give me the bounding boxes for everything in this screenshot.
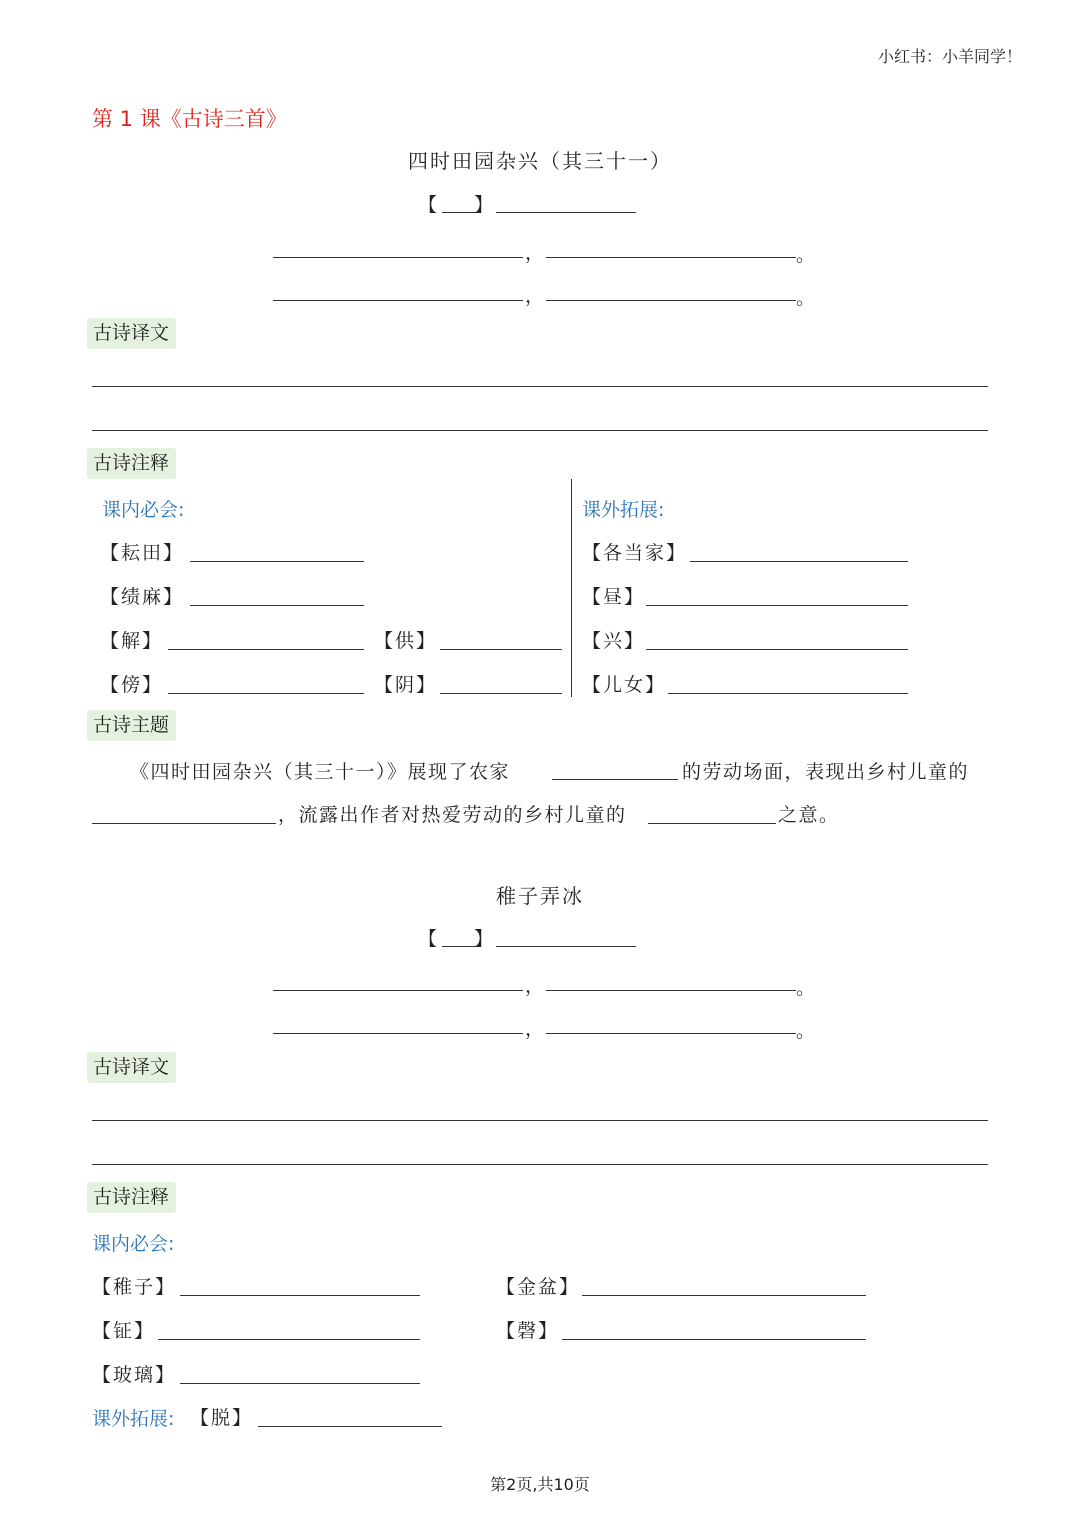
theme-text-part4: 之意。 bbox=[778, 804, 840, 826]
poem1-line2-blank-b[interactable] bbox=[546, 300, 796, 301]
theme-blank-3[interactable] bbox=[648, 823, 776, 824]
translation2-line[interactable] bbox=[92, 1120, 988, 1121]
theme-text-part3: ，流露出作者对热爱劳动的乡村儿童的 bbox=[278, 804, 627, 826]
note-blank[interactable] bbox=[258, 1426, 442, 1427]
note-blank[interactable] bbox=[690, 561, 908, 562]
note-blank[interactable] bbox=[190, 605, 364, 606]
lesson-title: 第 1 课《古诗三首》 bbox=[92, 107, 287, 131]
poem2-dynasty-blank[interactable] bbox=[442, 946, 476, 947]
note-term: 【解】 bbox=[100, 630, 164, 652]
poem2-author-bracket-open: 【 bbox=[418, 928, 440, 950]
poem1-line1-blank-a[interactable] bbox=[273, 257, 523, 258]
translation1-line[interactable] bbox=[92, 386, 988, 387]
note-blank[interactable] bbox=[440, 693, 562, 694]
theme-blank-2[interactable] bbox=[92, 823, 276, 824]
note-term: 【绩麻】 bbox=[100, 586, 185, 608]
section-notes-tag: 古诗注释 bbox=[87, 1182, 176, 1213]
note-blank[interactable] bbox=[158, 1339, 420, 1340]
poem1-author-bracket-open: 【 bbox=[418, 194, 440, 216]
note-blank[interactable] bbox=[180, 1383, 420, 1384]
note-blank[interactable] bbox=[190, 561, 364, 562]
note-blank[interactable] bbox=[646, 649, 908, 650]
poem2-author-blank[interactable] bbox=[496, 946, 636, 947]
note-term: 【金盆】 bbox=[496, 1276, 581, 1298]
poem2-line1-blank-b[interactable] bbox=[546, 990, 796, 991]
note-blank[interactable] bbox=[562, 1339, 866, 1340]
period: 。 bbox=[796, 287, 816, 309]
note-term: 【阴】 bbox=[374, 674, 438, 696]
poem1-line1-blank-b[interactable] bbox=[546, 257, 796, 258]
poem1-author-blank[interactable] bbox=[496, 212, 636, 213]
poem1-author-bracket-close: 】 bbox=[474, 194, 496, 216]
poem2-title: 稚子弄冰 bbox=[496, 884, 584, 908]
poem2-line2-blank-a[interactable] bbox=[273, 1033, 523, 1034]
note-term: 【磬】 bbox=[496, 1320, 560, 1342]
theme-text-part1: 《四时田园杂兴（其三十一）》展现了农家 bbox=[130, 761, 511, 783]
period: 。 bbox=[796, 244, 816, 266]
notes-divider bbox=[571, 479, 572, 697]
note-term: 【傍】 bbox=[100, 674, 164, 696]
comma: ， bbox=[525, 242, 545, 264]
note-term: 【各当家】 bbox=[582, 542, 688, 564]
extended-label: 课外拓展: bbox=[92, 1408, 175, 1430]
theme-text-part2: 的劳动场面，表现出乡村儿童的 bbox=[682, 761, 970, 783]
translation2-line[interactable] bbox=[92, 1164, 988, 1165]
poem2-line1-blank-a[interactable] bbox=[273, 990, 523, 991]
poem2-line2-blank-b[interactable] bbox=[546, 1033, 796, 1034]
required-label: 课内必会: bbox=[92, 1233, 175, 1255]
required-label: 课内必会: bbox=[102, 499, 185, 521]
period: 。 bbox=[796, 977, 816, 999]
poem1-title: 四时田园杂兴（其三十一） bbox=[408, 149, 672, 173]
source-label: 小红书：小羊同学！ bbox=[877, 47, 1022, 66]
page-number: 第2页,共10页 bbox=[490, 1475, 590, 1494]
note-term: 【稚子】 bbox=[92, 1276, 177, 1298]
note-term: 【钲】 bbox=[92, 1320, 156, 1342]
section-notes-tag: 古诗注释 bbox=[87, 448, 176, 479]
section-translation-tag: 古诗译文 bbox=[87, 318, 176, 349]
note-term: 【儿女】 bbox=[582, 674, 667, 696]
section-theme-tag: 古诗主题 bbox=[87, 710, 176, 741]
poem2-author-bracket-close: 】 bbox=[474, 928, 496, 950]
section-translation-tag: 古诗译文 bbox=[87, 1052, 176, 1083]
theme-blank-1[interactable] bbox=[552, 779, 678, 780]
note-blank[interactable] bbox=[668, 693, 908, 694]
note-blank[interactable] bbox=[168, 649, 364, 650]
comma: ， bbox=[525, 975, 545, 997]
extended-label: 课外拓展: bbox=[582, 499, 665, 521]
note-term: 【兴】 bbox=[582, 630, 646, 652]
translation1-line[interactable] bbox=[92, 430, 988, 431]
note-term: 【脱】 bbox=[190, 1407, 254, 1429]
poem1-line2-blank-a[interactable] bbox=[273, 300, 523, 301]
comma: ， bbox=[525, 285, 545, 307]
comma: ， bbox=[525, 1018, 545, 1040]
note-blank[interactable] bbox=[180, 1295, 420, 1296]
note-term: 【供】 bbox=[374, 630, 438, 652]
note-blank[interactable] bbox=[582, 1295, 866, 1296]
note-term: 【耘田】 bbox=[100, 542, 185, 564]
note-term: 【玻璃】 bbox=[92, 1364, 177, 1386]
poem1-dynasty-blank[interactable] bbox=[442, 212, 476, 213]
note-blank[interactable] bbox=[646, 605, 908, 606]
note-term: 【昼】 bbox=[582, 586, 646, 608]
period: 。 bbox=[796, 1020, 816, 1042]
note-blank[interactable] bbox=[440, 649, 562, 650]
note-blank[interactable] bbox=[168, 693, 364, 694]
